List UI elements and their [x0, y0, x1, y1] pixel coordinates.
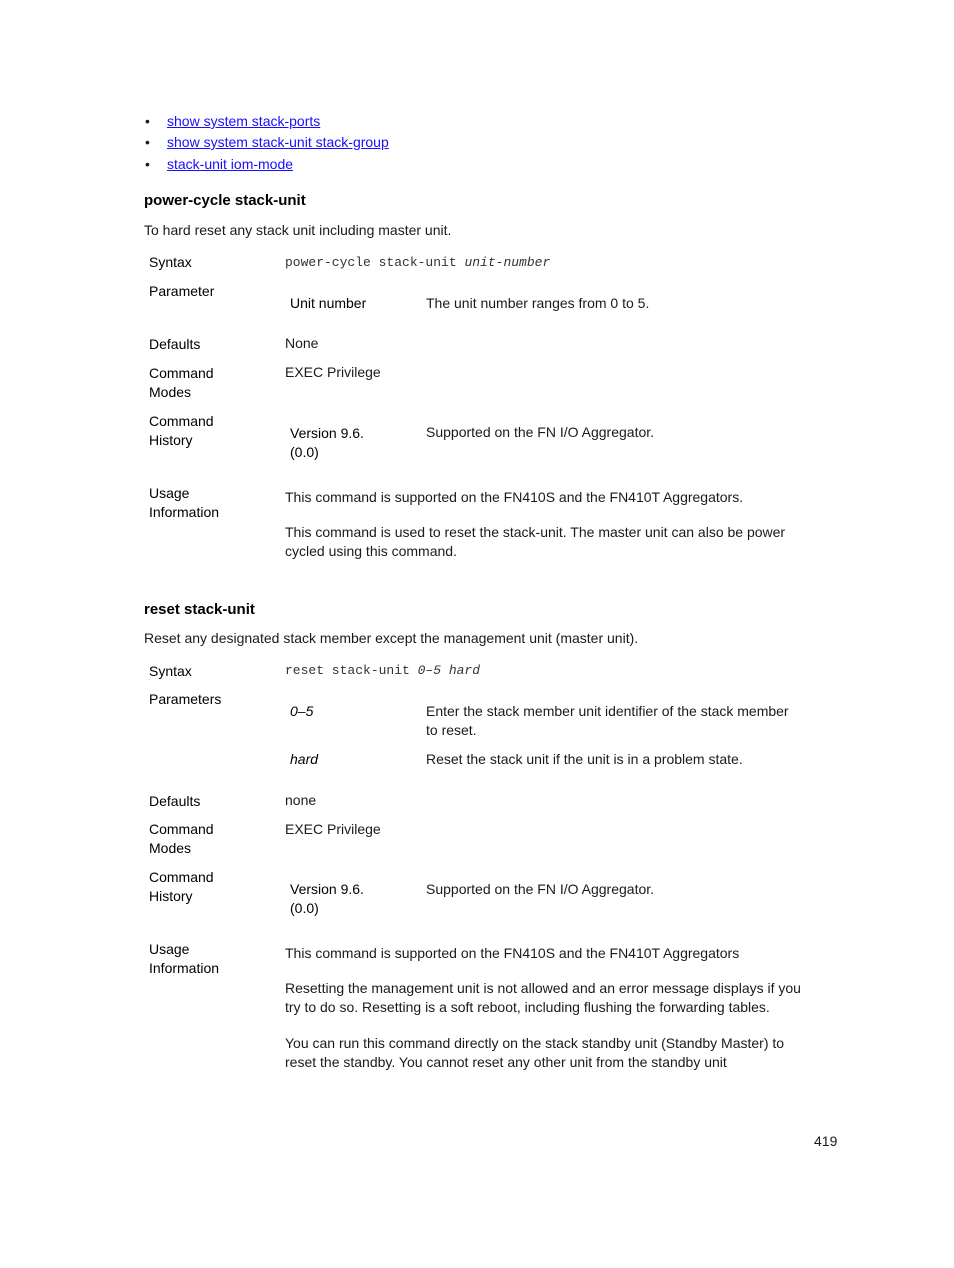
defaults-value: none: [285, 792, 317, 808]
command-modes-value: EXEC Privilege: [285, 821, 381, 837]
label-line: Usage: [149, 485, 190, 501]
desc-line: Enter the stack member unit identifier of the stack member: [426, 703, 789, 719]
label-line: Modes: [149, 840, 192, 856]
syntax-label: Syntax: [149, 254, 192, 270]
usage-paragraph: [285, 979, 801, 1017]
label-line: Usage: [149, 941, 190, 957]
usage-line: try to do so. Resetting is a soft reboot, including flushing the forwarding tables.: [285, 999, 770, 1015]
usage-paragraph: This command is supported on the FN410S and the FN410T Aggregators.: [285, 489, 744, 505]
label-line: History: [149, 432, 193, 448]
link-show-system-stack-ports[interactable]: show system stack-ports: [167, 113, 321, 129]
syntax-command-text: power-cycle stack-unit: [285, 255, 465, 270]
syntax-argument: unit-number: [464, 255, 551, 270]
label-line: Command: [149, 821, 214, 837]
usage-line: You can run this command directly on the stack standby unit (Standby Master) to: [285, 1035, 785, 1051]
history-version: [290, 424, 364, 462]
param-term: 0–5: [290, 703, 314, 719]
syntax-argument: 0–5 hard: [417, 663, 481, 678]
section-description: Reset any designated stack member except the management unit (master unit).: [144, 630, 639, 646]
command-modes-value: EXEC Privilege: [285, 364, 381, 380]
parameter-label: Parameter: [149, 283, 215, 299]
syntax-command-text: reset stack-unit: [285, 663, 418, 678]
param-term: Unit number: [290, 295, 367, 311]
history-description: Supported on the FN I/O Aggregator.: [426, 881, 655, 897]
param-description: The unit number ranges from 0 to 5.: [426, 295, 650, 311]
command-modes-label: [149, 364, 214, 402]
param-description: Reset the stack unit if the unit is in a problem state.: [426, 751, 743, 767]
usage-information-label: [149, 484, 219, 522]
label-line: Information: [149, 504, 220, 520]
history-version: [290, 880, 364, 918]
section-title: reset stack-unit: [144, 601, 255, 618]
command-history-label: [149, 412, 214, 450]
syntax-command: [285, 663, 480, 678]
bullet-icon: •: [145, 134, 150, 150]
usage-paragraph: This command is supported on the FN410S and the FN410T Aggregators: [285, 945, 740, 961]
usage-line: Resetting the management unit is not allowed and an error message displays if you: [285, 980, 801, 996]
label-line: History: [149, 888, 193, 904]
usage-line: reset the standby. You cannot reset any other unit from the standby unit: [285, 1054, 727, 1070]
parameters-label: Parameters: [149, 691, 222, 707]
syntax-label: Syntax: [149, 663, 192, 679]
defaults-value: None: [285, 335, 319, 351]
label-line: Modes: [149, 384, 192, 400]
command-history-label: [149, 868, 214, 906]
label-line: Command: [149, 869, 214, 885]
version-line: (0.0): [290, 900, 319, 916]
section-description: To hard reset any stack unit including master unit.: [144, 222, 452, 238]
label-line: Command: [149, 413, 214, 429]
history-description: Supported on the FN I/O Aggregator.: [426, 424, 655, 440]
usage-line: This command is used to reset the stack-unit. The master unit can also be power: [285, 524, 786, 540]
link-show-system-stack-unit-stack-group[interactable]: show system stack-unit stack-group: [167, 134, 389, 150]
usage-paragraph: [285, 523, 785, 561]
usage-information-label: [149, 940, 219, 978]
link-stack-unit-iom-mode[interactable]: stack-unit iom-mode: [167, 156, 294, 172]
param-description: [426, 702, 789, 740]
section-title: power-cycle stack-unit: [144, 192, 306, 209]
bullet-icon: •: [145, 156, 150, 172]
label-line: Command: [149, 365, 214, 381]
version-line: (0.0): [290, 444, 319, 460]
param-term: hard: [290, 751, 319, 767]
command-modes-label: [149, 820, 214, 858]
defaults-label: Defaults: [149, 793, 201, 809]
usage-line: cycled using this command.: [285, 543, 457, 559]
syntax-command: [285, 255, 550, 270]
version-line: Version 9.6.: [290, 425, 364, 441]
page-number: 419: [814, 1133, 838, 1149]
version-line: Version 9.6.: [290, 881, 364, 897]
bullet-icon: •: [145, 113, 150, 129]
label-line: Information: [149, 960, 220, 976]
desc-line: to reset.: [426, 722, 477, 738]
defaults-label: Defaults: [149, 336, 201, 352]
usage-paragraph: [285, 1034, 784, 1072]
